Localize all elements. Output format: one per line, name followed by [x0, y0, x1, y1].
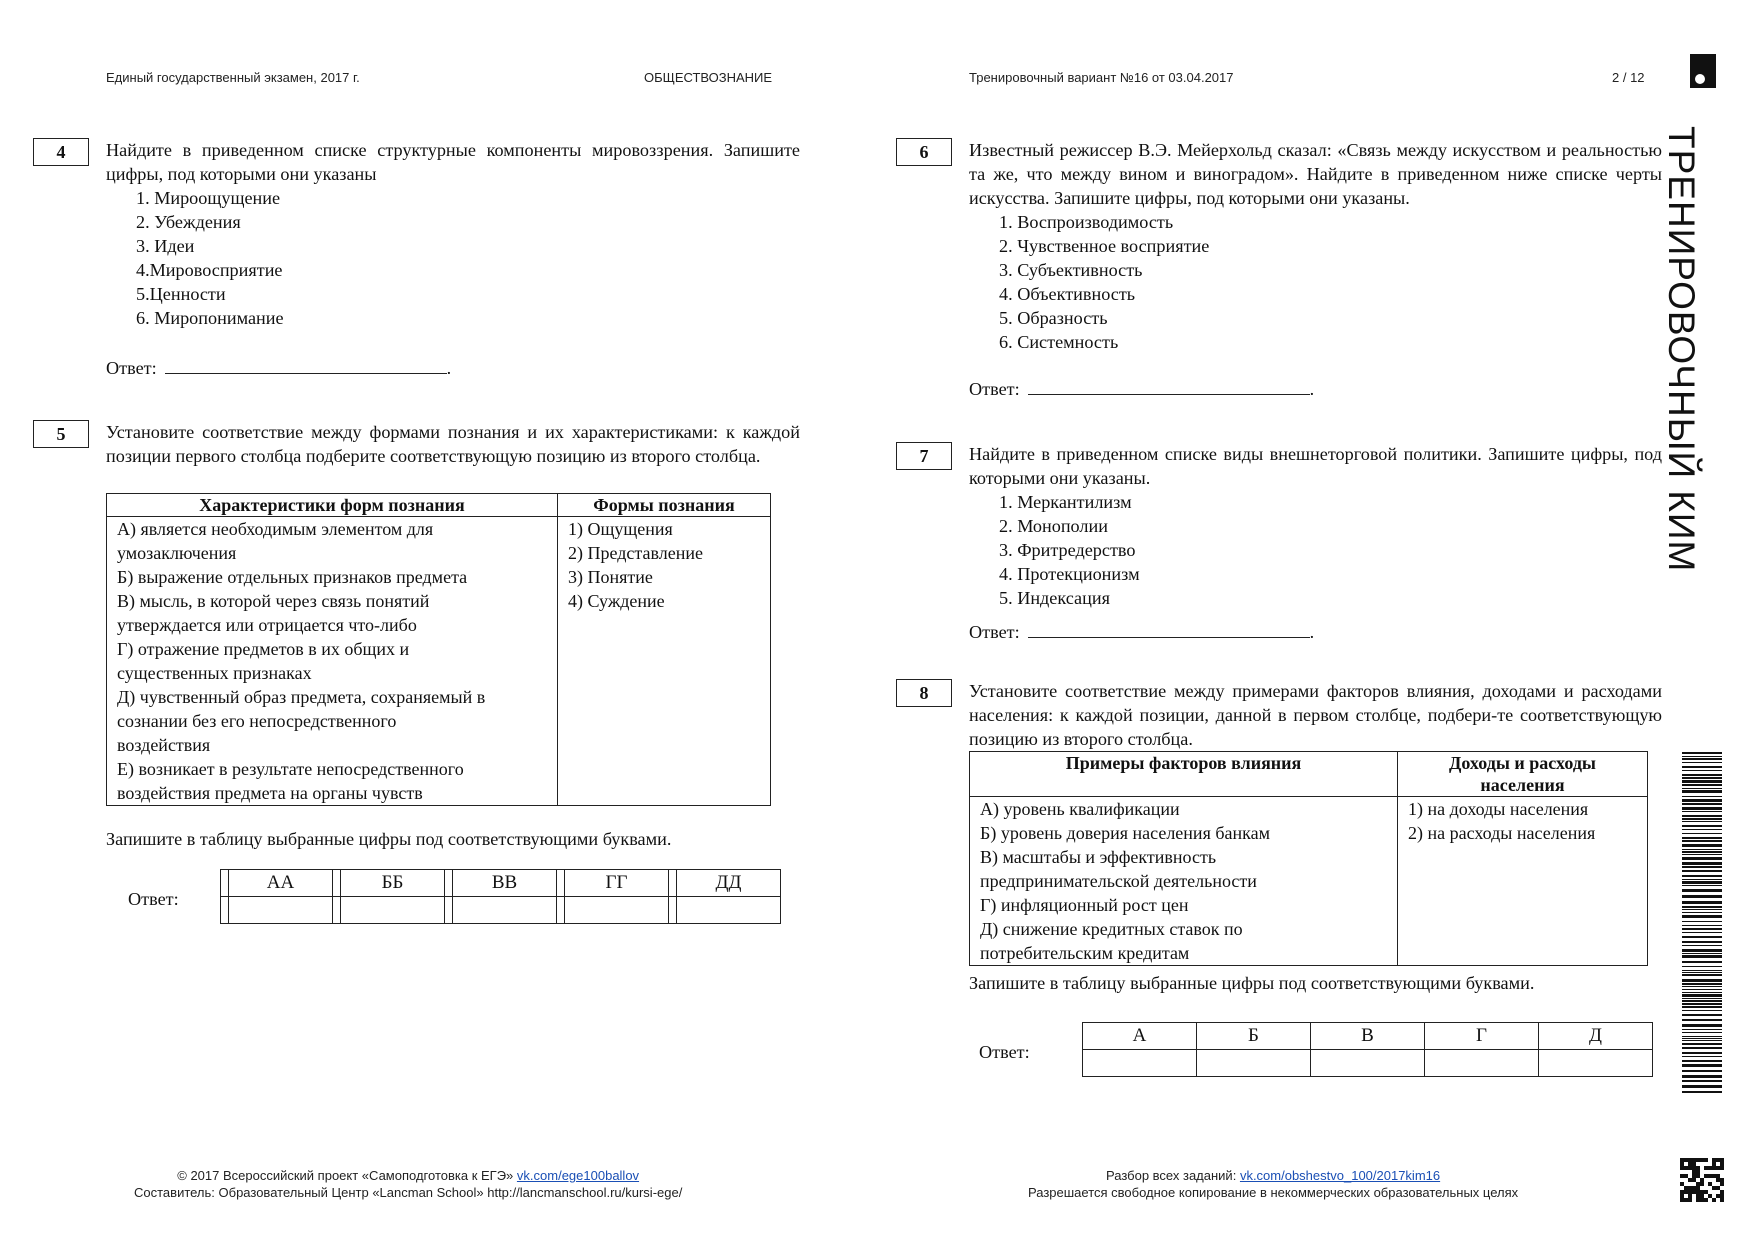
q5-forms — [558, 517, 771, 806]
list-item: 3. Идеи — [136, 236, 195, 256]
table-line: предпринимательской деятельности — [980, 871, 1257, 891]
q6-options — [999, 210, 1209, 354]
table-line: Г) отражение предметов в их общих и — [117, 639, 410, 659]
table-line: сознании без его непосредственного — [117, 711, 397, 731]
table-line: 3) Понятие — [568, 567, 653, 587]
q6-text: Известный режиссер В.Э. Мейерхольд сказал: «Связь между искусством и реальностью та же, что между вином и виноградом». Найдите в приведенном ниже списке черты искусства. Запишите цифры, под которыми они указаны. — [969, 140, 1662, 208]
answer-label: Ответ: — [106, 358, 157, 378]
q7-answer: Ответ: . — [969, 622, 1315, 642]
q5-matching-table — [106, 493, 771, 806]
q8-answer-cell[interactable] — [1197, 1050, 1311, 1077]
q8-answer-cell[interactable] — [1083, 1050, 1197, 1077]
question-number-5: 5 — [33, 420, 89, 448]
q7-answer-field[interactable] — [1028, 620, 1310, 638]
table-line: воздействия — [117, 735, 211, 755]
table-line: Е) возникает в результате непосредственного — [117, 759, 464, 779]
list-item: 6. Миропонимание — [136, 308, 284, 328]
q5-answer-cell[interactable] — [229, 897, 333, 924]
qr-code-icon — [1680, 1158, 1724, 1202]
q5-letter-a: АА — [229, 870, 333, 897]
q8-col2-header-line1: Доходы и расходы — [1449, 753, 1596, 773]
table-line: 2) Представление — [568, 543, 703, 563]
q8-answer-cell[interactable] — [1311, 1050, 1425, 1077]
q8-letter-g: Г — [1425, 1023, 1539, 1050]
q8-letter-a: А — [1083, 1023, 1197, 1050]
table-line: Б) уровень доверия населения банкам — [980, 823, 1270, 843]
list-item: 1. Мироощущение — [136, 188, 281, 208]
q5-col2-header: Формы познания — [558, 494, 771, 517]
table-line: В) масштабы и эффективность — [980, 847, 1217, 867]
subject-title: ОБЩЕСТВОЗНАНИЕ — [644, 70, 773, 85]
list-item: 5. Индексация — [999, 588, 1110, 608]
q8-col2-header — [1398, 752, 1648, 797]
list-item: 3. Фритредерство — [999, 540, 1136, 560]
list-item: 6. Системность — [999, 332, 1119, 352]
q4-answer: Ответ: . — [106, 358, 452, 378]
list-item: 1. Меркантилизм — [999, 492, 1132, 512]
table-line: Д) снижение кредитных ставок по — [980, 919, 1243, 939]
side-label: ТРЕНИРОВОЧНЫЙ КИМ — [1661, 126, 1702, 573]
q5-text: Установите соответствие между формами познания и их характеристиками: к каждой позиции первого столбца подберите соответствующую позицию из второго столбца. — [106, 422, 800, 466]
barcode-icon — [1682, 752, 1722, 1100]
table-line: А) уровень квалификации — [980, 799, 1180, 819]
footer-left-link[interactable]: vk.com/ege100ballov — [516, 1168, 640, 1183]
exam-title: Единый государственный экзамен, 2017 г. — [106, 70, 360, 85]
q5-letter-v: ВВ — [453, 870, 557, 897]
list-item: 5. Образность — [999, 308, 1108, 328]
table-line: Г) инфляционный рост цен — [980, 895, 1189, 915]
list-item: 5.Ценности — [136, 284, 226, 304]
q8-answer-table — [1082, 1022, 1653, 1077]
footer-analysis-label: Разбор всех заданий: — [1106, 1168, 1237, 1183]
q5-answer-cell[interactable] — [565, 897, 669, 924]
table-line: существенных признаках — [117, 663, 312, 683]
q8-matching-table — [969, 751, 1648, 966]
list-item: 4. Объективность — [999, 284, 1136, 304]
q8-letter-v: В — [1311, 1023, 1425, 1050]
q5-col1-header: Характеристики форм познания — [107, 494, 558, 517]
question-number-6: 6 — [896, 138, 952, 166]
q8-col2-header-line2: населения — [1480, 775, 1565, 795]
q8-text: Установите соответствие между примерами факторов влияния, доходами и расходами населения: к каждой позиции, данной в первом столбце, подбери-те соответствующую позицию из второго столбца. — [969, 681, 1662, 749]
q5-letter-d: ДД — [677, 870, 781, 897]
question-number-7: 7 — [896, 442, 952, 470]
q6-answer-field[interactable] — [1028, 377, 1310, 395]
footer-right-link[interactable]: vk.com/obshestvo_100/2017kim16 — [1239, 1168, 1441, 1183]
q8-letter-d: Д — [1539, 1023, 1653, 1050]
q8-answer-cell[interactable] — [1539, 1050, 1653, 1077]
q5-answer-cell[interactable] — [677, 897, 781, 924]
q4-answer-field[interactable] — [165, 356, 447, 374]
q4-options — [136, 186, 284, 330]
question-number-8: 8 — [896, 679, 952, 707]
table-line: 1) Ощущения — [568, 519, 673, 539]
list-item: 2. Убеждения — [136, 212, 241, 232]
footer-author: Составитель: Образовательный Центр «Lancman School» http://lancmanschool.ru/kursi-ege/ — [134, 1185, 683, 1200]
variant-title: Тренировочный вариант №16 от 03.04.2017 — [969, 70, 1234, 85]
q8-answer-label: Ответ: — [979, 1042, 1030, 1062]
table-line: воздействия предмета на органы чувств — [117, 783, 423, 803]
table-line: потребительским кредитам — [980, 943, 1190, 963]
footer-license: Разрешается свободное копирование в некоммерческих образовательных целях — [1028, 1185, 1519, 1200]
q5-answer-cell[interactable] — [341, 897, 445, 924]
page-number: 2 / 12 — [1612, 70, 1645, 85]
answer-label: Ответ: — [969, 379, 1020, 399]
q8-instruction: Запишите в таблицу выбранные цифры под соответствующими буквами. — [969, 973, 1535, 993]
q8-factors — [970, 797, 1398, 966]
question-number-4: 4 — [33, 138, 89, 166]
answer-label: Ответ: — [969, 622, 1020, 642]
list-item: 2. Монополии — [999, 516, 1108, 536]
list-item: 1. Воспроизводимость — [999, 212, 1174, 232]
q7-options — [999, 490, 1140, 610]
q4-text: Найдите в приведенном списке структурные компоненты мировоззрения. Запишите цифры, под которыми они указаны — [106, 140, 800, 184]
q8-income-expense — [1398, 797, 1648, 966]
table-line: Б) выражение отдельных признаков предмета — [117, 567, 468, 587]
table-line: 4) Суждение — [568, 591, 665, 611]
list-item: 3. Субъективность — [999, 260, 1143, 280]
table-line: А) является необходимым элементом для — [117, 519, 434, 539]
footer-left — [134, 1167, 682, 1201]
q6-answer: Ответ: . — [969, 379, 1315, 399]
list-item: 4. Протекционизм — [999, 564, 1140, 584]
q8-col1-header: Примеры факторов влияния — [970, 752, 1398, 797]
footer-right — [1028, 1167, 1518, 1201]
table-line: утверждается или отрицается что-либо — [117, 615, 417, 635]
table-line: умозаключения — [117, 543, 237, 563]
q8-answer-cell[interactable] — [1425, 1050, 1539, 1077]
q8-letter-b: Б — [1197, 1023, 1311, 1050]
list-item: 4.Мировосприятие — [136, 260, 283, 280]
corner-marker-icon — [1690, 54, 1716, 88]
q5-characteristics — [107, 517, 558, 806]
q7-text: Найдите в приведенном списке виды внешнеторговой политики. Запишите цифры, под которыми они указаны. — [969, 444, 1662, 488]
table-line: 2) на расходы населения — [1408, 823, 1596, 843]
footer-copyright: © 2017 Всероссийский проект «Самоподготовка к ЕГЭ» — [177, 1168, 514, 1183]
q5-letter-b: ББ — [341, 870, 445, 897]
list-item: 2. Чувственное восприятие — [999, 236, 1210, 256]
table-line: В) мысль, в которой через связь понятий — [117, 591, 430, 611]
q5-answer-cell[interactable] — [453, 897, 557, 924]
table-line: 1) на доходы населения — [1408, 799, 1589, 819]
table-line: Д) чувственный образ предмета, сохраняемый в — [117, 687, 486, 707]
q5-answer-table — [220, 869, 781, 924]
q5-letter-g: ГГ — [565, 870, 669, 897]
q5-answer-label: Ответ: — [128, 889, 179, 909]
q5-instruction: Запишите в таблицу выбранные цифры под соответствующими буквами. — [106, 829, 672, 849]
